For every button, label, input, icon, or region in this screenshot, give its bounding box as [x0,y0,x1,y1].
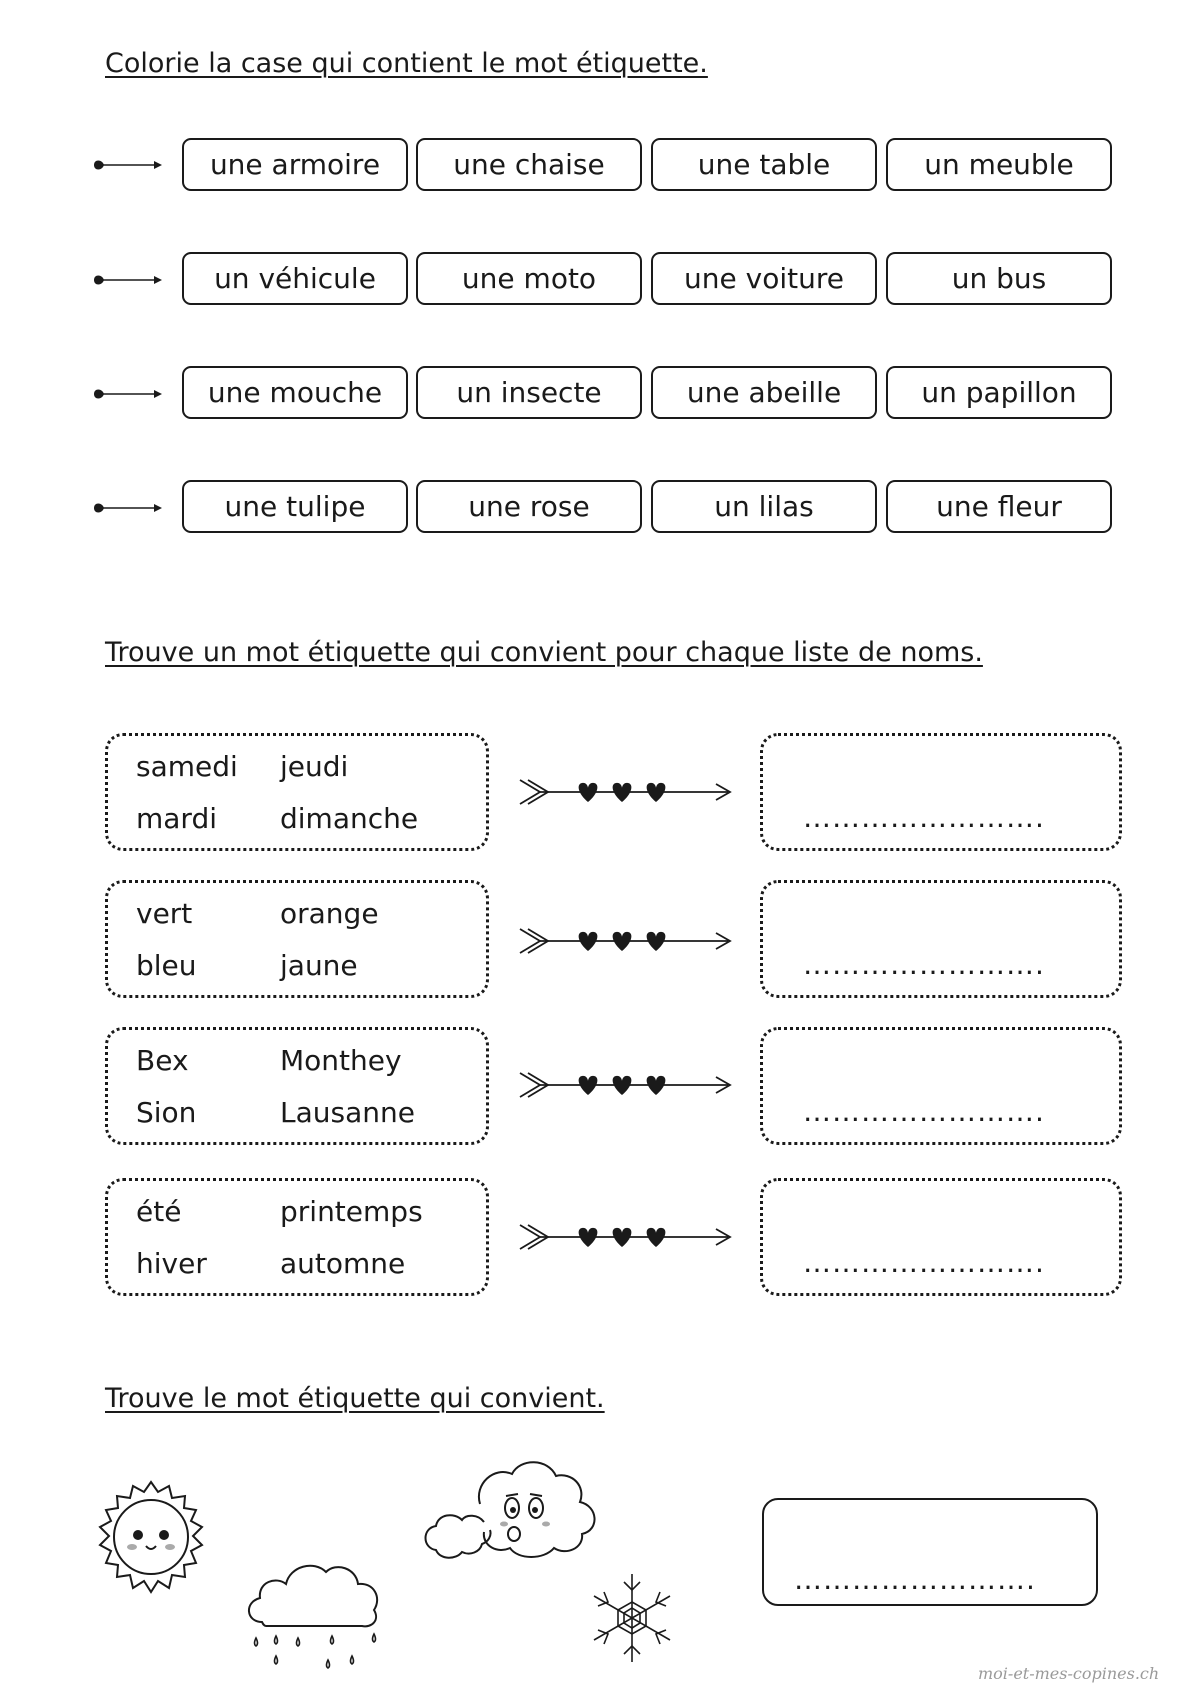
list-word: Sion [136,1096,197,1129]
word-list-box [105,733,489,851]
word-box[interactable]: une abeille [651,366,877,419]
word-box[interactable]: une rose [416,480,642,533]
word-box[interactable]: une tulipe [182,480,408,533]
word-box[interactable]: une table [651,138,877,191]
answer-dots: ……………………. [803,1246,1045,1279]
rain-cloud-icon [240,1552,386,1670]
word-box[interactable]: un papillon [886,366,1112,419]
word-list-box [105,1178,489,1296]
word-box[interactable]: une chaise [416,138,642,191]
word-box[interactable]: une moto [416,252,642,305]
list-word: Bex [136,1044,189,1077]
arrow-icon [92,498,168,518]
word-box[interactable]: un bus [886,252,1112,305]
word-box[interactable]: une voiture [651,252,877,305]
answer-box[interactable] [760,1027,1122,1145]
list-word: printemps [280,1195,423,1228]
word-box[interactable]: un véhicule [182,252,408,305]
list-word: orange [280,897,379,930]
arrow-icon [92,155,168,175]
list-word: automne [280,1247,406,1280]
word-list-box [105,880,489,998]
list-word: Lausanne [280,1096,415,1129]
wind-cloud-icon [418,1456,606,1566]
word-box[interactable]: une armoire [182,138,408,191]
heart-arrow-icon [518,1065,734,1105]
list-word: vert [136,897,193,930]
list-word: dimanche [280,802,419,835]
list-word: mardi [136,802,218,835]
word-box[interactable]: un insecte [416,366,642,419]
heart-arrow-icon [518,772,734,812]
arrow-icon [92,270,168,290]
list-word: jeudi [280,750,349,783]
arrow-icon [92,384,168,404]
answer-box[interactable] [762,1498,1098,1606]
section3-heading: Trouve le mot étiquette qui convient. [105,1383,605,1414]
section1-heading: Colorie la case qui contient le mot étiquette. [105,48,708,79]
word-box[interactable]: un meuble [886,138,1112,191]
heart-arrow-icon [518,921,734,961]
word-box[interactable]: un lilas [651,480,877,533]
word-box[interactable]: une mouche [182,366,408,419]
answer-box[interactable] [760,880,1122,998]
answer-dots: ……………………. [794,1563,1036,1596]
answer-dots: ……………………. [803,948,1045,981]
snowflake-icon [582,1568,682,1668]
answer-dots: ……………………. [803,1095,1045,1128]
answer-box[interactable] [760,1178,1122,1296]
watermark: moi-et-mes-copines.ch [978,1664,1160,1683]
answer-dots: ……………………. [803,801,1045,834]
list-word: samedi [136,750,238,783]
answer-box[interactable] [760,733,1122,851]
list-word: bleu [136,949,197,982]
word-list-box [105,1027,489,1145]
heart-arrow-icon [518,1217,734,1257]
list-word: jaune [280,949,358,982]
list-word: hiver [136,1247,207,1280]
sun-icon [92,1478,210,1596]
list-word: été [136,1195,182,1228]
section2-heading: Trouve un mot étiquette qui convient pour chaque liste de noms. [105,637,983,668]
word-box[interactable]: une fleur [886,480,1112,533]
list-word: Monthey [280,1044,402,1077]
